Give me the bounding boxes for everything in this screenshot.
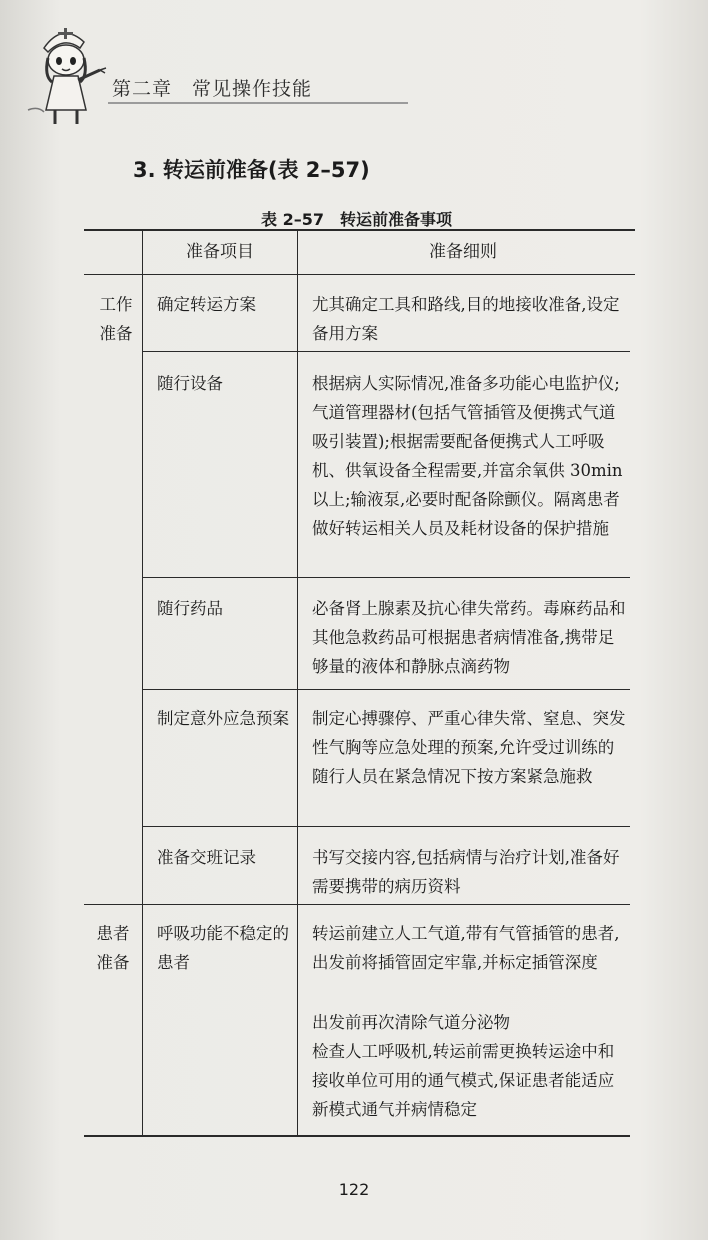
row-divider bbox=[143, 351, 630, 352]
item-cell: 制定意外应急预案 bbox=[157, 709, 289, 728]
item-cell: 呼吸功能不稳定的患者 bbox=[157, 924, 289, 972]
detail-cell: 出发前再次清除气道分泌物 bbox=[312, 1013, 510, 1032]
table-caption: 表 2–57 转运前准备事项 bbox=[261, 210, 452, 229]
section-heading: 3. 转运前准备(表 2–57) bbox=[133, 158, 370, 182]
detail-cell: 检查人工呼吸机,转运前需更换转运途中和接收单位可用的通气模式,保证患者能适应新模式通气并病情稳定 bbox=[312, 1042, 615, 1119]
table-bottom-rule bbox=[84, 1135, 630, 1137]
item-cell: 确定转运方案 bbox=[157, 295, 256, 314]
column-divider bbox=[297, 230, 298, 1136]
table-header-rule bbox=[84, 274, 635, 275]
row-divider bbox=[143, 826, 630, 827]
detail-cell: 必备肾上腺素及抗心律失常药。毒麻药品和其他急救药品可根据患者病情准备,携带足够量的液体和静脉点滴药物 bbox=[312, 599, 626, 676]
item-cell: 准备交班记录 bbox=[157, 848, 256, 867]
chapter-title: 第二章 常见操作技能 bbox=[112, 78, 313, 100]
nurse-mascot-icon bbox=[22, 18, 122, 128]
column-header: 准备细则 bbox=[429, 242, 497, 262]
page-header bbox=[0, 0, 708, 130]
group-divider bbox=[84, 904, 630, 905]
column-divider bbox=[142, 230, 143, 1136]
detail-cell: 书写交接内容,包括病情与治疗计划,准备好需要携带的病历资料 bbox=[312, 848, 620, 896]
header-rule bbox=[108, 102, 408, 104]
row-divider bbox=[143, 689, 630, 690]
item-cell: 随行药品 bbox=[157, 599, 223, 618]
row-divider bbox=[143, 577, 630, 578]
category-cell: 工作准备 bbox=[99, 295, 133, 343]
detail-cell: 转运前建立人工气道,带有气管插管的患者,出发前将插管固定牢靠,并标定插管深度 bbox=[312, 924, 620, 972]
detail-cell: 制定心搏骤停、严重心律失常、窒息、突发性气胸等应急处理的预案,允许受过训练的随行人员在紧急情况下按方案紧急施救 bbox=[312, 709, 626, 786]
detail-cell: 尤其确定工具和路线,目的地接收准备,设定备用方案 bbox=[312, 295, 620, 343]
column-header: 准备项目 bbox=[186, 242, 254, 262]
item-cell: 随行设备 bbox=[157, 374, 223, 393]
page-number: 122 bbox=[338, 1180, 370, 1199]
category-cell: 患者准备 bbox=[96, 924, 130, 972]
table-top-rule bbox=[84, 229, 635, 231]
detail-cell: 根据病人实际情况,准备多功能心电监护仪;气道管理器材(包括气管插管及便携式气道吸引装置);根据需要配备便携式人工呼吸机、供氧设备全程需要,并富余氧供 30min 以上;输液泵,必要时配备除颤仪。隔离患者做好转运相关人员及耗材设备的保护措施 bbox=[312, 374, 623, 538]
